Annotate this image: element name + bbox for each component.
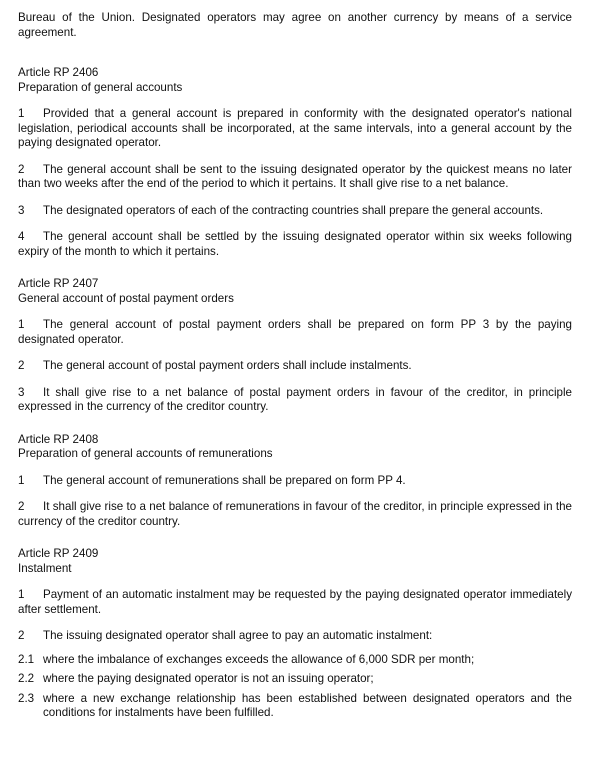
paragraph-number: 1	[18, 107, 25, 120]
article-section	[18, 433, 572, 530]
paragraph-number: 2	[18, 162, 25, 176]
paragraph-number: 2	[18, 500, 25, 513]
articles	[18, 66, 572, 721]
paragraph	[18, 204, 572, 219]
paragraph-text: Provided that a general account is prepared in conformity with the designated operator's national legislation, periodical accounts shall be incorporated, at the same intervals, into a general account by the paying designated operator.	[18, 107, 572, 149]
document-page	[18, 11, 572, 739]
paragraph-number: 3	[18, 203, 25, 217]
paragraph	[18, 588, 572, 617]
sub-item	[18, 653, 572, 668]
paragraph-text: The general account shall be settled by the issuing designated operator within six weeks following expiry of the month to which it pertains.	[18, 230, 572, 258]
paragraph	[18, 629, 572, 644]
paragraph-number: 4	[18, 230, 25, 243]
article-number: Article RP 2406	[18, 66, 99, 79]
paragraph	[18, 359, 572, 374]
sub-item	[18, 672, 572, 687]
paragraph-text: It shall give rise to a net balance of postal payment orders in favour of the creditor, in principle expressed in the currency of the creditor country.	[18, 385, 572, 413]
paragraph-text: The general account of postal payment orders shall be prepared on form PP 3 by the paying designated operator.	[18, 318, 572, 346]
article-heading	[18, 433, 572, 462]
sub-item-number: 2.2	[18, 672, 35, 685]
paragraph	[18, 474, 572, 489]
article-title: Preparation of general accounts	[18, 80, 183, 94]
article-section	[18, 547, 572, 721]
paragraph-text: The issuing designated operator shall agree to pay an automatic instalment:	[43, 629, 433, 642]
paragraph	[18, 386, 572, 415]
paragraph-number: 1	[18, 588, 25, 601]
paragraph-text: The general account of remunerations shall be prepared on form PP 4.	[43, 473, 406, 487]
paragraph-text: The general account of postal payment orders shall include instalments.	[43, 359, 412, 372]
article-section	[18, 66, 572, 259]
article-title: General account of postal payment orders	[18, 291, 234, 305]
paragraph	[18, 318, 572, 347]
sub-item-text: where the paying designated operator is not an issuing operator;	[43, 672, 374, 685]
paragraph	[18, 500, 572, 529]
paragraph-number: 1	[18, 473, 25, 487]
paragraph-number: 2	[18, 629, 25, 642]
article-heading	[18, 547, 572, 576]
article-number: Article RP 2408	[18, 432, 99, 446]
sub-item	[18, 692, 572, 721]
article-number: Article RP 2409	[18, 547, 99, 560]
article-title: Preparation of general accounts of remunerations	[18, 447, 273, 460]
sub-item-text: where the imbalance of exchanges exceeds the allowance of 6,000 SDR per month;	[43, 652, 475, 666]
paragraph-text: The designated operators of each of the contracting countries shall prepare the general accounts.	[43, 203, 544, 217]
paragraph-text: Payment of an automatic instalment may be requested by the paying designated operator immediately after settlement.	[18, 588, 572, 616]
article-number: Article RP 2407	[18, 277, 99, 290]
sub-item-number: 2.3	[18, 691, 35, 705]
article-heading	[18, 66, 572, 95]
article-title: Instalment	[18, 561, 72, 575]
paragraph-text: The general account shall be sent to the issuing designated operator by the quickest means no later than two weeks after the end of the period to which it pertains. It shall give rise to a net balance.	[18, 162, 572, 190]
sub-item-number: 2.1	[18, 652, 35, 666]
paragraph-number: 2	[18, 359, 25, 372]
article-heading	[18, 277, 572, 306]
paragraph	[18, 163, 572, 192]
paragraph-number: 1	[18, 318, 25, 331]
article-section	[18, 277, 572, 415]
paragraph	[18, 107, 572, 151]
paragraph	[18, 230, 572, 259]
paragraph-text: It shall give rise to a net balance of remunerations in favour of the creditor, in principle expressed in the currency of the creditor country.	[18, 500, 572, 528]
paragraph-number: 3	[18, 385, 25, 399]
intro-paragraph: Bureau of the Union. Designated operators may agree on another currency by means of a service agreement.	[18, 11, 572, 39]
sub-item-text: where a new exchange relationship has been established between designated operators and the conditions for instalments have been fulfilled.	[43, 691, 572, 719]
